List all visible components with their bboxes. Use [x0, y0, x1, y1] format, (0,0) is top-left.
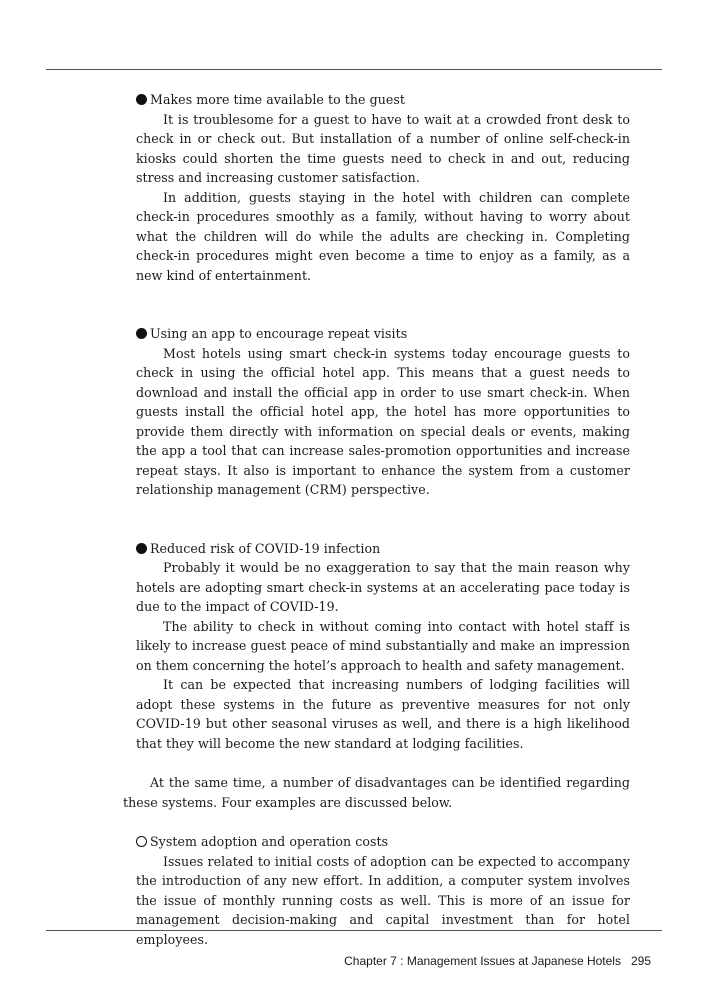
paragraph-covid-1: Probably it would be no exaggeration to say that the main reason why hotels are adopting smart check-in systems at an accelerating pace today is due to the impact of COVID-19. [136, 560, 630, 614]
section-heading-costs-text: System adoption and operation costs [150, 834, 389, 849]
section-heading-covid [136, 539, 630, 559]
paragraph-costs-1: Issues related to initial costs of adoption can be expected to accompany the introduction of any new effort. In addition, a computer system involves the issue of monthly running costs as well. This is more of an issue for management decision-making and capital investment than for hotel employees. [136, 853, 630, 947]
paragraph-time-1: It is troublesome for a guest to have to wait at a crowded front desk to check in or check out. But installation of a number of online self-check-in kiosks could shorten the time guests need to check in and out, reducing stress and increasing customer satisfaction. [136, 111, 630, 185]
filled-circle-bullet-icon [136, 94, 147, 105]
open-circle-bullet-icon [136, 836, 147, 847]
page-body [123, 90, 630, 949]
transition-paragraph: At the same time, a number of disadvantages can be identified regarding these systems. Four examples are discussed below. [123, 775, 630, 810]
section-heading-app [136, 324, 630, 344]
page-number: 295 [630, 954, 651, 968]
top-rule [46, 69, 662, 70]
page-footer [344, 954, 651, 968]
filled-circle-bullet-icon [136, 543, 147, 554]
paragraph-app-1: Most hotels using smart check-in systems today encourage guests to check in using the official hotel app. This means that a guest needs to download and install the official app in order to use smart check-in. When guests install the official hotel app, the hotel has more opportunities to provide them directly with information on special deals or events, making the app a tool that can increase sales-promotion opportunities and increase repeat stays. It also is important to enhance the system from a customer relationship management (CRM) perspective. [136, 345, 630, 497]
section-heading-time-text: Makes more time available to the guest [150, 92, 406, 107]
paragraph-covid-2: The ability to check in without coming into contact with hotel staff is likely to increase guest peace of mind substantially and make an impression on them concerning the hotel’s approach to health and safety management. [136, 618, 630, 673]
transition-block [123, 773, 630, 812]
section-heading-covid-text: Reduced risk of COVID-19 infection [150, 540, 381, 556]
section-heading-time [136, 90, 630, 110]
chapter-title: Chapter 7 : Management Issues at Japanese Hotels [344, 954, 621, 968]
paragraph-time-2: In addition, guests staying in the hotel with children can complete check-in procedures smoothly as a family, without having to worry about what the children will do while the adults are checking in. Completing check-in procedures might even become a time to enjoy as a family, as a new kind of entertainment. [136, 189, 630, 283]
filled-circle-bullet-icon [136, 328, 147, 339]
section-heading-app-text: Using an app to encourage repeat visits [150, 326, 408, 341]
section-heading-costs [136, 832, 630, 852]
bottom-rule [46, 930, 662, 931]
paragraph-covid-3: It can be expected that increasing numbers of lodging facilities will adopt these systems in the future as preventive measures for not only COVID-19 but other seasonal viruses as well, and there is a high likelihood that they will become the new standard at lodging facilities. [136, 677, 630, 751]
